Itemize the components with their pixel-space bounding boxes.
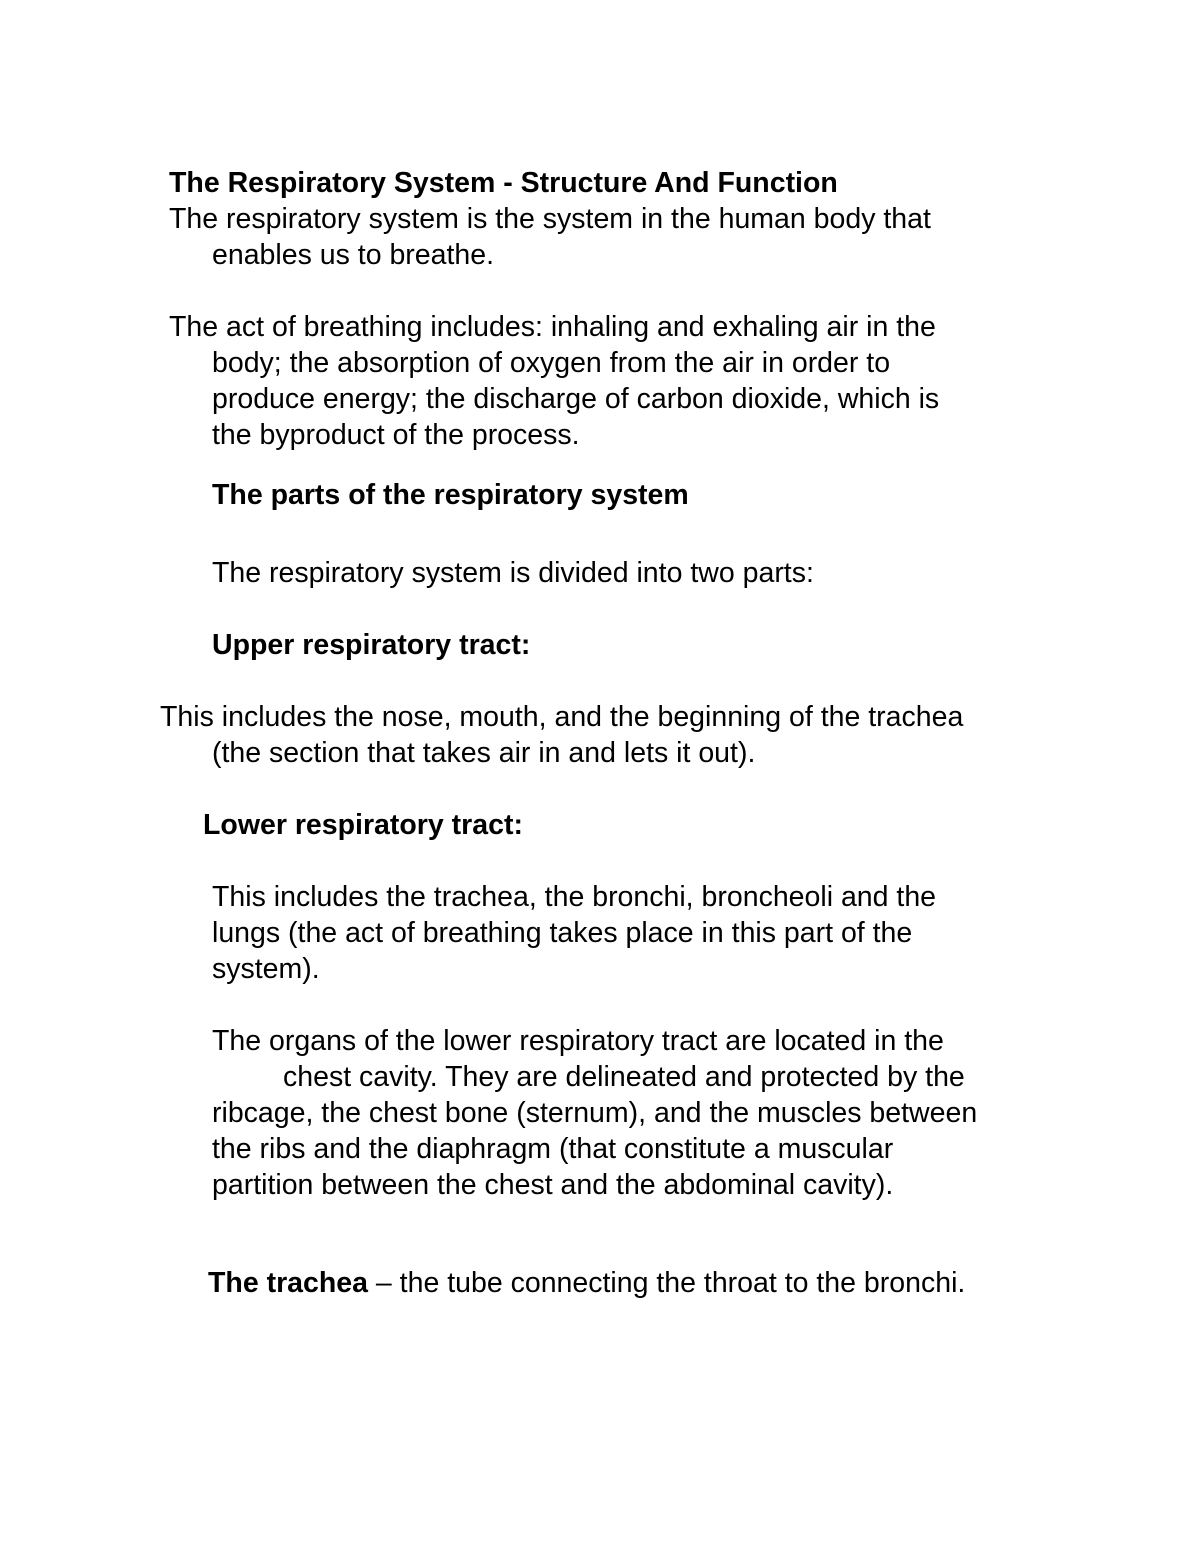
- lower-line-3: system).: [212, 953, 320, 985]
- organs-paragraph: [212, 1023, 977, 1203]
- upper-tract-heading: Upper respiratory tract:: [212, 629, 531, 661]
- breathing-line-4: the byproduct of the process.: [212, 419, 580, 451]
- upper-line-1: This includes the nose, mouth, and the beginning of the trachea: [160, 701, 964, 733]
- lower-tract-heading: Lower respiratory tract:: [203, 809, 523, 841]
- organs-line-3: ribcage, the chest bone (sternum), and the muscles between: [212, 1097, 978, 1129]
- intro-line-1: The respiratory system is the system in the human body that: [169, 203, 931, 235]
- organs-line-1: The organs of the lower respiratory tract are located in the: [212, 1025, 944, 1057]
- trachea-definition: [208, 1265, 965, 1301]
- organs-line-2: chest cavity. They are delineated and protected by the: [283, 1061, 965, 1093]
- breathing-paragraph: [169, 309, 939, 453]
- organs-line-5: partition between the chest and the abdominal cavity).: [212, 1169, 894, 1201]
- trachea-term: The trachea: [208, 1267, 368, 1299]
- document-title: The Respiratory System - Structure And Function: [169, 167, 838, 199]
- upper-tract-paragraph: [160, 699, 963, 771]
- lower-line-2: lungs (the act of breathing takes place in this part of the: [212, 917, 913, 949]
- parts-heading: The parts of the respiratory system: [212, 479, 689, 511]
- intro-paragraph: [169, 201, 931, 273]
- breathing-line-3: produce energy; the discharge of carbon dioxide, which is: [212, 383, 940, 415]
- trachea-description: – the tube connecting the throat to the bronchi.: [367, 1267, 966, 1299]
- intro-line-2: enables us to breathe.: [212, 239, 495, 271]
- lower-tract-paragraph: [212, 879, 936, 987]
- breathing-line-2: body; the absorption of oxygen from the air in order to: [212, 347, 891, 379]
- lower-line-1: This includes the trachea, the bronchi, broncheoli and the: [212, 881, 937, 913]
- upper-line-2: (the section that takes air in and lets it out).: [212, 737, 756, 769]
- organs-line-4: the ribs and the diaphragm (that constitute a muscular: [212, 1133, 894, 1165]
- breathing-line-1: The act of breathing includes: inhaling and exhaling air in the: [169, 311, 936, 343]
- parts-intro: The respiratory system is divided into two parts:: [212, 557, 814, 589]
